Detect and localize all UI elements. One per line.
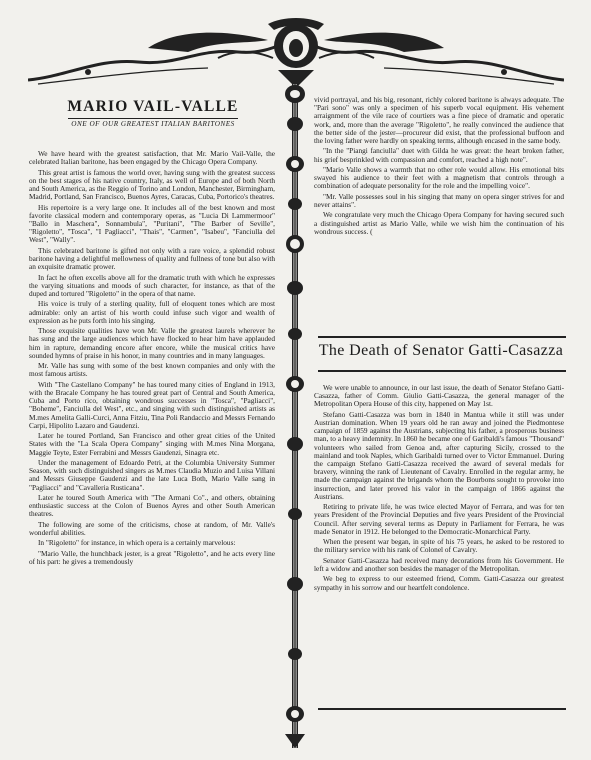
paragraph: Later he toured South America with "The Armani Co"., and others, obtaining enthusiastic success at the Colon of Buenos Ayres and other South American theatres.	[29, 492, 275, 519]
paragraph: "Mario Valle, the hunchback jester, is a great "Rigoletto", and he acts every line of his part: he gives a tremendously	[29, 548, 275, 566]
bottom-rule	[318, 708, 566, 710]
header-ornament-icon	[28, 18, 564, 88]
paragraph: Senator Gatti-Casazza had received many decorations from his Government. He left a widow and another son besides the manager of the Metropolitan.	[314, 555, 564, 574]
paragraph: Mr. Valle has sung with some of the best known companies and only with the most famous artists.	[29, 361, 275, 379]
paragraph: With "The Castellano Company" he has toured many cities of England in 1913, with the Bracale Company he has toured great part of Central and South America, Cuba and Porto rico, obtaining wondrous successes in "Tosca", "Pagliacci", "Boheme", Fanciulla del West", etc., and singing with such distinguished artists as M.mes Amelita Galli-Curci, Anna Fitziu, Tina Poli Randaccio and Messrs Fernando Carpi, Hipolito Lazaro and Gaudenzi.	[29, 379, 275, 430]
title-underline	[68, 118, 238, 119]
paragraph: In "Rigoletto" for instance, in which opera is a certainly marvelous:	[38, 538, 236, 548]
paragraph: Retiring to private life, he was twice elected Mayor of Ferrara, and was for ten years President of the Provincial Deputies and five years President of the Provincial Council. After serving several terms as Deputy in Parliament for Ferrara, he was made Senator in 1912. He belonged to the Democratic-Monarchical Party.	[314, 502, 564, 536]
paragraph: We were unable to announce, in our last issue, the death of Senator Stefano Gatti-Casazza, father of Comm. Giulio Gatti-Casazza, the general manager of the Metropolitan Opera House of this city, happened on May 1st.	[314, 383, 564, 409]
paragraph: Stefano Gatti-Casazza was born in 1840 in Mantua while it still was under Austrian domination. When 19 years old he ran away and joined the Piedmontese campaign of 1859 against the Austrians, subjecting his father, a prosperous business man, to a heavy indemnity. In 1860 he became one of Garibaldi's famous "Thousand" volunteers who sailed from Genoa and, after capturing Sicily, crossed to the mainland and took Naples, which Garibaldi turned over to Victor Emmanuel. During the campaign Stefano Gatti-Casazza received the award of several medals for bravery, winning the rank of Lieutenant of Cavalry. Enrolled in the regular army, he made the campaign against the brigands whom the Bourbons sought to provoke into insurrection, and later proved his valor in the campaign of 1866 against the Austrians.	[314, 409, 564, 501]
paragraph: We beg to express to our esteemed friend, Comm. Gatti-Casazza our greatest sympathy in his sorrow and our heartfelt condolence.	[314, 574, 564, 592]
section-divider	[318, 370, 566, 372]
article2-title: The Death of Senator Gatti-Casazza	[318, 342, 564, 359]
paragraph: "Mario Valle shows a warmth that no other role would allow. His emotional bits swayed his audience to their feet with a magnetism that controls through a combination of adequate personality for the role and the impelling voice".	[314, 165, 564, 191]
article2-body	[314, 384, 564, 594]
article-subtitle: ONE OF OUR GREATEST ITALIAN BARITONES	[71, 120, 235, 128]
paragraph: This great artist is famous the world over, having sung with the greatest success on the best stages of his native country, Italy, as well of Europe and of both North and South America, as the Reggio of Torino and London, Manchester, Birmingham, Madrid, Portland, San Francisco, Buenos Ayres, Caracas, Cuba, Portorico's theatres.	[29, 167, 275, 202]
paragraph: vivid portrayal, and his big, resonant, richly colored baritone is always adequate. The "Pari sono" was only a specimen of his superb vocal equipment. His vehement arraignment of the vile race of courtiers was a fine piece of dramatic and operatic work, and, more than the average "Rigoletto", he really convinced the audience that the better side of the jester—procureur did exist, that the professional buffoon and the loving father were hardly on speaking terms, although encased in the same body.	[314, 95, 564, 146]
column-divider-ornament-icon	[283, 84, 307, 748]
paragraph: His repertoire is a very large one. It includes all of the best known and most favorite classical modern and contemporary operas, as "Lucia Di Lammermoor" "Ballo in Maschera", Sonnambula", "Puritani", "The Barber of Seville", "Rigoletto", "Tosca", "I Pagliacci", "Thais", "Carmen", "Isabeu", "Fanciulla del West", "Wally".	[29, 202, 275, 245]
article-column-right	[314, 96, 564, 238]
paragraph: His voice is truly of a sterling quality, full of eloquent tones which are most admirable: only an artist of his worth could infuse such vigor and wealth of expression as he puts forth into his singing.	[29, 299, 275, 325]
paragraph: In fact he often excells above all for the dramatic truth with which he expresses the varying situations and moods of such character, for instance, as that of the duped and tortured "Rigoletto" in the opera of that name.	[29, 272, 275, 298]
section-divider	[318, 336, 566, 338]
paragraph: The following are some of the criticisms, chose at random, of Mr. Valle's wonderful abilities.	[29, 519, 275, 537]
paragraph: "Mr. Valle possesses soul in his singing that many on opera singer strives for and never attains".	[314, 191, 564, 209]
paragraph: Under the management of Edoardo Petri, at the Columbia University Summer Season, with such distinguished singers as M.mes Claudia Muzio and Luisa Villani and Messrs Giuseppe Gaudenzi and the late Luca Both, Mario Valle sang in "Pagliacci" and "Cavalleria Rusticana".	[29, 457, 275, 492]
article-column-left	[29, 150, 275, 568]
paragraph: Later he toured Portland, San Francisco and other great cities of the United States with the "La Scala Opera Company" singing with M.mes Nina Morgana, Maggie Teyte, Ester Ferrabini and Messrs Gaudenzi, Sinagra etc.	[29, 431, 275, 457]
paragraph: We have heard with the greatest satisfaction, that Mr. Mario Vail-Valle, the celebrated Italian baritone, has been engaged by the Chicago Opera Company.	[29, 149, 275, 167]
paragraph: We congratulate very much the Chicago Opera Company for having secured such a distinguished artist as Mario Valle, while we wish him the continuation of his wondrous success. (	[314, 210, 564, 236]
paragraph: Those exquisite qualities have won Mr. Valle the greatest laurels wherever he has sung and the large audiences which have flocked to hear him have applauded him in rapture, demanding encore after encore, while the musical critics have sounded hymns of praise in his honor, in many countries and in many languages.	[29, 326, 275, 360]
paragraph: This celebrated baritone is gifted not only with a rare voice, a splendid robust baritone having a delightful mellowness of quality and fullness of tone but also with an exquisite dramatic prower.	[29, 245, 275, 272]
article-title: MARIO VAIL-VALLE	[67, 98, 239, 115]
paragraph: "In the "Piangi fanciulla" duet with Gilda he was great: the heart broken father, his grief besprinkled with compassion and comfort, reached a high note".	[314, 146, 564, 164]
paragraph: When the present war began, in spite of his 75 years, he asked to be restored to the military service with his rank of Colonel of Cavalry.	[314, 537, 564, 555]
